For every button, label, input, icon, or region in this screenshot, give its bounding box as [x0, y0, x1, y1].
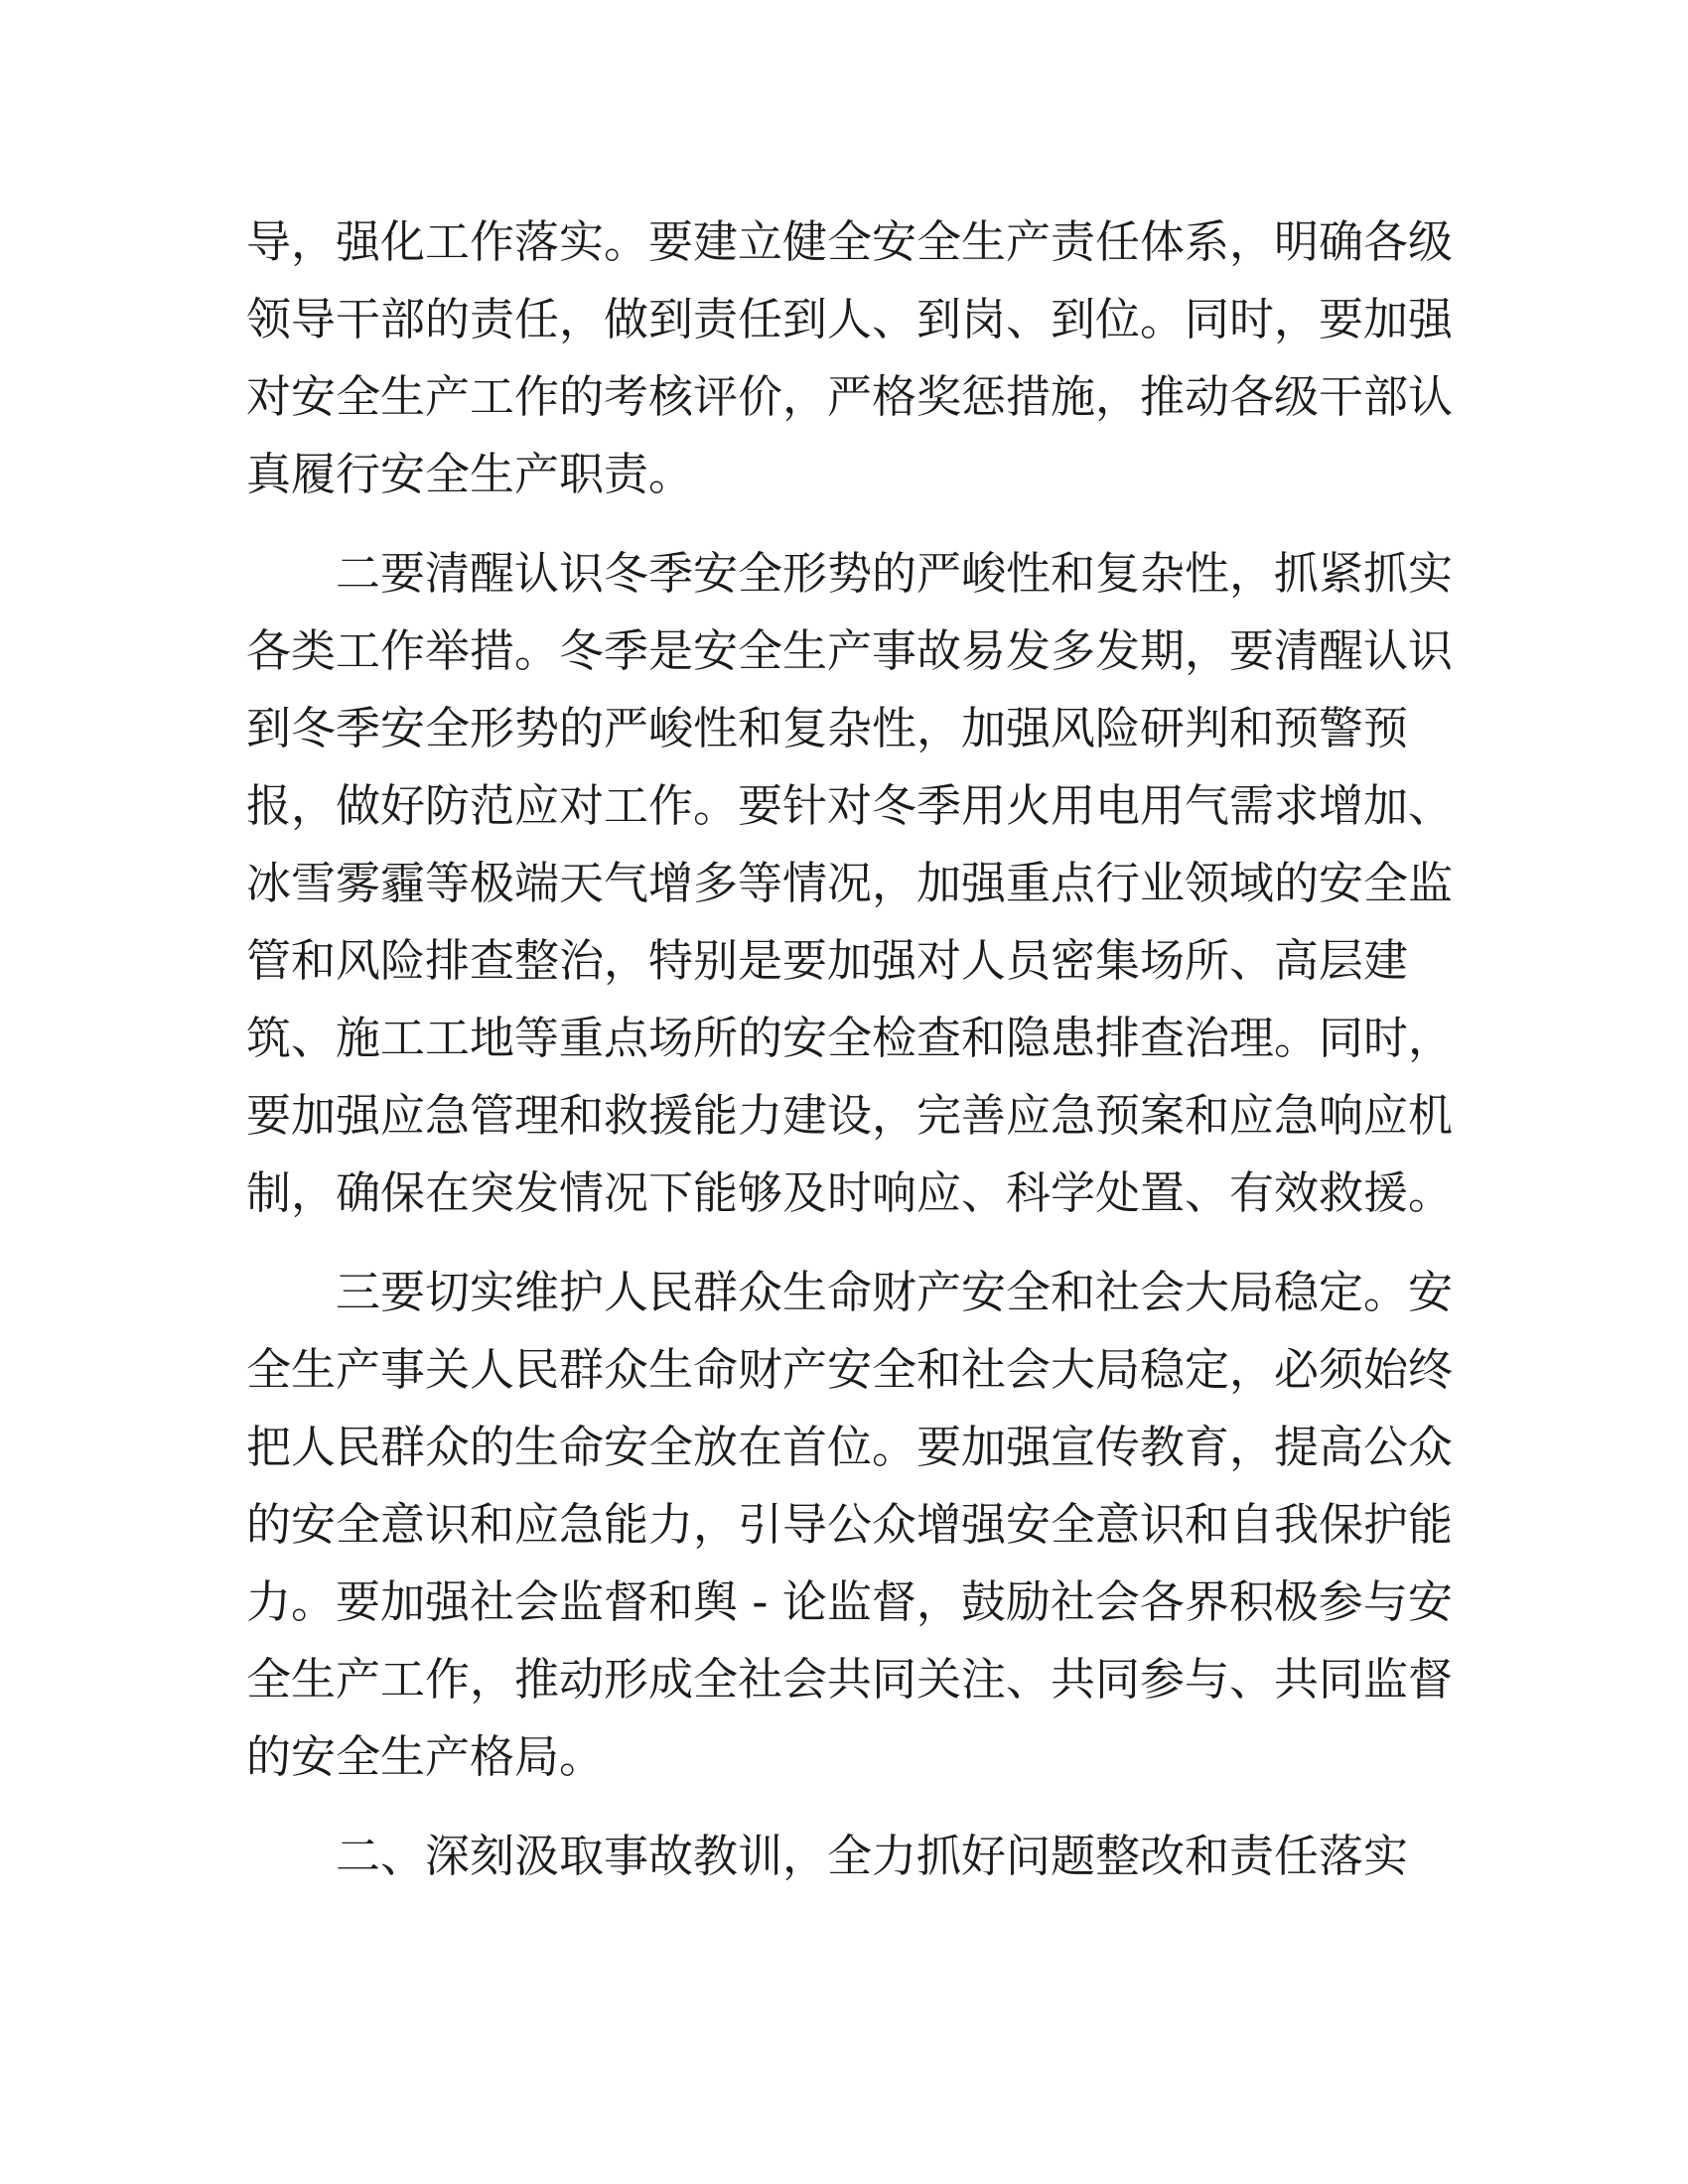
paragraph-3-line-4: 的安全意识和应急能力，引导公众增强安全意识和自我保护能: [246, 1498, 1454, 1551]
paragraph-2-line-7: 筑、施工工地等重点场所的安全检查和隐患排查治理。同时，: [246, 1012, 1454, 1064]
paragraph-1-line-3: 对安全生产工作的考核评价，严格奖惩措施，推动各级干部认: [246, 370, 1454, 423]
paragraph-2-line-8: 要加强应急管理和救援能力建设，完善应急预案和应急响应机: [246, 1089, 1454, 1142]
section-heading: 二、深刻汲取事故教训，全力抓好问题整改和责任落实: [336, 1830, 1409, 1882]
paragraph-1-line-4: 真履行安全生产职责。: [246, 448, 694, 500]
paragraph-2-line-6: 管和风险排查整治，特别是要加强对人员密集场所、高层建: [246, 934, 1409, 987]
paragraph-2-line-2: 各类工作举措。冬季是安全生产事故易发多发期，要清醒认识: [246, 624, 1454, 677]
paragraph-2-line-4: 报，做好防范应对工作。要针对冬季用火用电用气需求增加、: [246, 779, 1454, 832]
paragraph-2-line-9: 制，确保在突发情况下能够及时响应、科学处置、有效救援。: [246, 1166, 1454, 1219]
paragraph-1-line-1: 导，强化工作落实。要建立健全安全生产责任体系，明确各级: [246, 215, 1454, 268]
paragraph-1-line-2: 领导干部的责任，做到责任到人、到岗、到位。同时，要加强: [246, 293, 1454, 345]
paragraph-3-line-5: 力。要加强社会监督和舆 - 论监督，鼓励社会各界积极参与安: [246, 1575, 1453, 1628]
paragraph-2-line-3: 到冬季安全形势的严峻性和复杂性，加强风险研判和预警预: [246, 702, 1409, 754]
paragraph-3-line-6: 全生产工作，推动形成全社会共同关注、共同参与、共同监督: [246, 1653, 1454, 1706]
paragraph-2-line-1: 二要清醒认识冬季安全形势的严峻性和复杂性，抓紧抓实: [336, 547, 1454, 600]
paragraph-3-line-2: 全生产事关人民群众生命财产安全和社会大局稳定，必须始终: [246, 1343, 1454, 1396]
paragraph-3-line-3: 把人民群众的生命安全放在首位。要加强宣传教育，提高公众: [246, 1421, 1454, 1473]
paragraph-3-line-7: 的安全生产格局。: [246, 1730, 605, 1783]
paragraph-2-line-5: 冰雪雾霾等极端天气增多等情况，加强重点行业领域的安全监: [246, 857, 1454, 909]
paragraph-3-line-1: 三要切实维护人民群众生命财产安全和社会大局稳定。安: [336, 1266, 1454, 1318]
